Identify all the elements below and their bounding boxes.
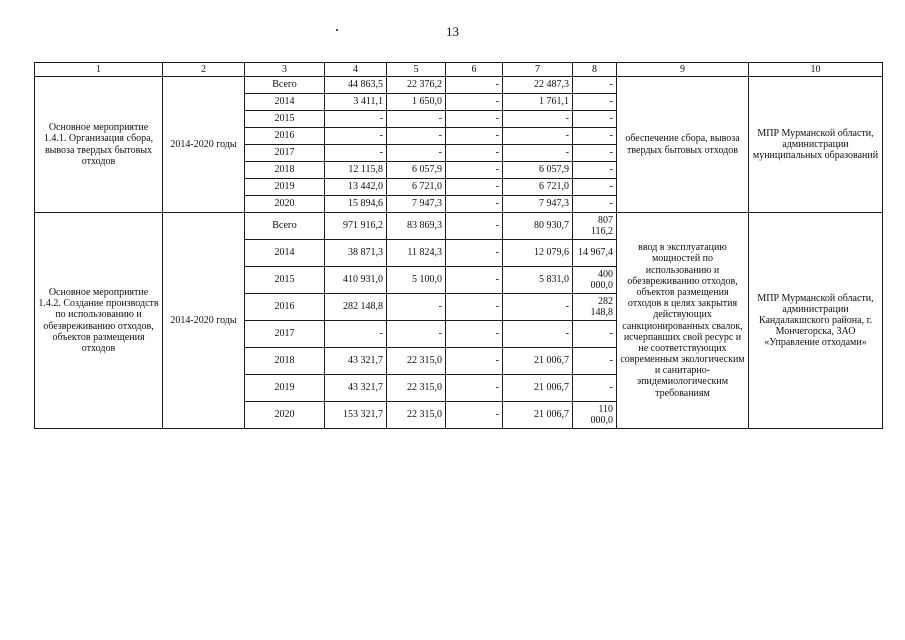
value-cell: - <box>446 128 503 145</box>
value-cell: - <box>446 77 503 94</box>
value-cell: 12 115,8 <box>325 162 387 179</box>
col-header: 5 <box>387 63 446 77</box>
value-cell: 400 000,0 <box>573 267 617 294</box>
activity-cell: Основное мероприятие 1.4.2. Создание производств по использованию и обезвреживанию отходов, объектов размещения отходов <box>35 213 163 429</box>
value-cell: 110 000,0 <box>573 402 617 429</box>
value-cell: 1 650,0 <box>387 94 446 111</box>
value-cell: - <box>446 196 503 213</box>
value-cell: - <box>503 294 573 321</box>
value-cell: 282 148,8 <box>573 294 617 321</box>
value-cell: - <box>325 128 387 145</box>
table-row <box>35 77 883 94</box>
value-cell: - <box>446 348 503 375</box>
value-cell: 44 863,5 <box>325 77 387 94</box>
col-header: 4 <box>325 63 387 77</box>
value-cell: - <box>503 145 573 162</box>
value-cell: 83 869,3 <box>387 213 446 240</box>
year-cell: 2017 <box>245 321 325 348</box>
value-cell: - <box>573 94 617 111</box>
value-cell: 153 321,7 <box>325 402 387 429</box>
value-cell: - <box>503 128 573 145</box>
value-cell: - <box>573 375 617 402</box>
value-cell: - <box>573 162 617 179</box>
value-cell: 43 321,7 <box>325 348 387 375</box>
page-number: 13 <box>446 24 459 39</box>
value-cell: - <box>325 111 387 128</box>
value-cell: - <box>503 111 573 128</box>
value-cell: - <box>573 321 617 348</box>
value-cell: 22 487,3 <box>503 77 573 94</box>
value-cell: 1 761,1 <box>503 94 573 111</box>
col-header: 7 <box>503 63 573 77</box>
value-cell: 21 006,7 <box>503 402 573 429</box>
value-cell: - <box>387 145 446 162</box>
year-cell: 2017 <box>245 145 325 162</box>
year-cell: Всего <box>245 213 325 240</box>
value-cell: - <box>446 111 503 128</box>
value-cell: - <box>325 321 387 348</box>
year-cell: 2020 <box>245 402 325 429</box>
value-cell: 807 116,2 <box>573 213 617 240</box>
year-cell: Всего <box>245 77 325 94</box>
value-cell: 6 057,9 <box>503 162 573 179</box>
value-cell: - <box>387 128 446 145</box>
value-cell: 14 967,4 <box>573 240 617 267</box>
scan-speck <box>336 29 338 31</box>
value-cell: 971 916,2 <box>325 213 387 240</box>
value-cell: 22 315,0 <box>387 402 446 429</box>
year-cell: 2018 <box>245 162 325 179</box>
value-cell: - <box>446 375 503 402</box>
value-cell: 5 831,0 <box>503 267 573 294</box>
value-cell: - <box>446 267 503 294</box>
table-row <box>35 213 883 240</box>
year-cell: 2019 <box>245 179 325 196</box>
value-cell: - <box>446 179 503 196</box>
year-cell: 2020 <box>245 196 325 213</box>
value-cell: - <box>573 77 617 94</box>
value-cell: 11 824,3 <box>387 240 446 267</box>
year-cell: 2014 <box>245 94 325 111</box>
value-cell: 13 442,0 <box>325 179 387 196</box>
value-cell: - <box>573 179 617 196</box>
period-cell: 2014-2020 годы <box>163 213 245 429</box>
value-cell: 15 894,6 <box>325 196 387 213</box>
col-header: 6 <box>446 63 503 77</box>
value-cell: 21 006,7 <box>503 348 573 375</box>
year-cell: 2015 <box>245 267 325 294</box>
value-cell: - <box>325 145 387 162</box>
col-header: 9 <box>617 63 749 77</box>
value-cell: 6 057,9 <box>387 162 446 179</box>
value-cell: - <box>573 111 617 128</box>
year-cell: 2016 <box>245 128 325 145</box>
year-cell: 2019 <box>245 375 325 402</box>
period-cell: 2014-2020 годы <box>163 77 245 213</box>
value-cell: - <box>503 321 573 348</box>
value-cell: - <box>446 162 503 179</box>
value-cell: - <box>446 321 503 348</box>
value-cell: 282 148,8 <box>325 294 387 321</box>
value-cell: - <box>387 111 446 128</box>
executor-cell: МПР Мурманской области, администрации муниципальных образований <box>749 77 883 213</box>
value-cell: 410 931,0 <box>325 267 387 294</box>
result-cell: ввод в эксплуатацию мощностей по использованию и обезвреживанию отходов, объектов размещения отходов в целях закрытия действующих санкционированных свалок, исчерпавших свой ресурс и не соответствующих современным экологическим и санитарно-эпидемиологическим требованиям <box>617 213 749 429</box>
year-cell: 2015 <box>245 111 325 128</box>
value-cell: - <box>387 294 446 321</box>
header-row <box>35 63 883 77</box>
value-cell: - <box>446 402 503 429</box>
value-cell: 22 315,0 <box>387 348 446 375</box>
col-header: 3 <box>245 63 325 77</box>
value-cell: - <box>446 145 503 162</box>
program-table <box>34 62 883 429</box>
value-cell: - <box>573 145 617 162</box>
executor-cell: МПР Мурманской области, администрации Кандалакшского района, г. Мончегорска, ЗАО «Управление отходами» <box>749 213 883 429</box>
value-cell: - <box>446 94 503 111</box>
value-cell: 22 315,0 <box>387 375 446 402</box>
col-header: 2 <box>163 63 245 77</box>
value-cell: 22 376,2 <box>387 77 446 94</box>
activity-cell: Основное мероприятие 1.4.1. Организация сбора, вывоза твердых бытовых отходов <box>35 77 163 213</box>
col-header: 8 <box>573 63 617 77</box>
value-cell: 7 947,3 <box>387 196 446 213</box>
year-cell: 2016 <box>245 294 325 321</box>
value-cell: 80 930,7 <box>503 213 573 240</box>
col-header: 1 <box>35 63 163 77</box>
value-cell: 6 721,0 <box>503 179 573 196</box>
col-header: 10 <box>749 63 883 77</box>
value-cell: 6 721,0 <box>387 179 446 196</box>
value-cell: 3 411,1 <box>325 94 387 111</box>
result-cell: обеспечение сбора, вывоза твердых бытовых отходов <box>617 77 749 213</box>
value-cell: - <box>446 294 503 321</box>
value-cell: - <box>573 348 617 375</box>
year-cell: 2014 <box>245 240 325 267</box>
year-cell: 2018 <box>245 348 325 375</box>
value-cell: - <box>446 240 503 267</box>
value-cell: 21 006,7 <box>503 375 573 402</box>
value-cell: - <box>573 196 617 213</box>
value-cell: 12 079,6 <box>503 240 573 267</box>
value-cell: 7 947,3 <box>503 196 573 213</box>
value-cell: - <box>446 213 503 240</box>
value-cell: 43 321,7 <box>325 375 387 402</box>
value-cell: 5 100,0 <box>387 267 446 294</box>
value-cell: - <box>387 321 446 348</box>
value-cell: - <box>573 128 617 145</box>
value-cell: 38 871,3 <box>325 240 387 267</box>
